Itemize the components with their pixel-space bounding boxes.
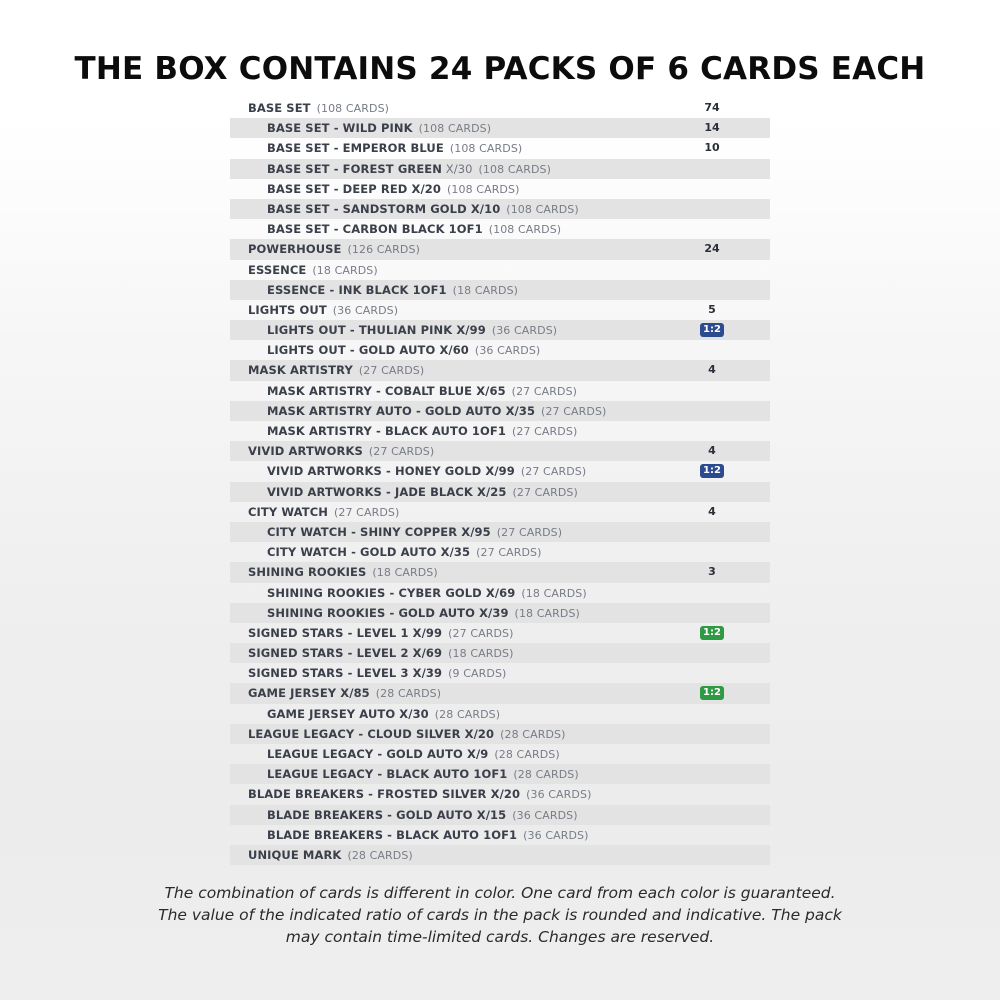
checklist-row (230, 179, 770, 199)
checklist-row (230, 421, 770, 441)
card-set-name (267, 118, 491, 139)
card-set-name (248, 663, 506, 684)
card-set-title: CITY WATCH - SHINY COPPER X/95 (267, 524, 491, 539)
card-set-name (248, 562, 438, 583)
card-set-name (267, 340, 540, 361)
card-set-name (248, 683, 441, 704)
checklist-row (230, 300, 770, 320)
card-set-title: CITY WATCH - GOLD AUTO X/35 (267, 545, 471, 560)
card-count: (28 CARDS) (434, 707, 501, 721)
card-count: (27 CARDS) (358, 364, 425, 378)
card-set-name (248, 502, 399, 523)
card-set-title: SIGNED STARS - LEVEL 3 X/39 (248, 666, 443, 681)
card-set-name (267, 320, 557, 341)
cards-per-box: 14 (704, 121, 720, 135)
card-set-name (267, 805, 578, 826)
card-count: (18 CARDS) (448, 647, 514, 661)
card-set-title: VIVID ARTWORKS - JADE BLACK X/25 (267, 484, 507, 499)
card-count: (108 CARDS) (447, 182, 520, 196)
cards-per-box: 74 (704, 101, 720, 114)
card-set-name (267, 482, 578, 503)
card-set-name (267, 461, 586, 482)
card-set-name (248, 441, 434, 462)
checklist-row (230, 744, 770, 764)
odds-badge: 1:2 (700, 686, 724, 700)
card-count: (28 CARDS) (500, 727, 566, 741)
checklist-row (230, 280, 770, 300)
card-set-name (267, 280, 518, 301)
card-set-title: VIVID ARTWORKS (248, 444, 363, 459)
card-set-name (248, 260, 378, 281)
card-count: (27 CARDS) (541, 404, 607, 418)
card-set-name (267, 159, 551, 180)
card-set-title: LIGHTS OUT - GOLD AUTO X/60 (267, 343, 469, 358)
checklist-row (230, 583, 770, 603)
checklist-row (230, 260, 770, 280)
checklist-row (230, 381, 770, 401)
card-set-title: BASE SET (248, 101, 311, 115)
card-count: (27 CARDS) (368, 445, 435, 459)
card-set-title: LEAGUE LEGACY - GOLD AUTO X/9 (267, 747, 489, 761)
checklist-row (230, 603, 770, 623)
checklist-row (230, 219, 770, 239)
card-set-name (267, 199, 579, 220)
checklist-row (230, 159, 770, 179)
cards-per-box: 4 (708, 363, 716, 377)
odds-badge: 1:2 (700, 626, 724, 640)
card-set-title: BLADE BREAKERS - BLACK AUTO 1OF1 (267, 827, 518, 842)
card-count: (9 CARDS) (448, 667, 507, 681)
card-count: (126 CARDS) (347, 243, 420, 257)
card-set-title: BLADE BREAKERS - GOLD AUTO X/15 (267, 807, 507, 822)
card-set-title: CITY WATCH (248, 504, 328, 519)
card-set-name (248, 360, 424, 381)
card-set-suffix: X/30 (441, 161, 473, 176)
card-set-title: BASE SET - WILD PINK (267, 121, 413, 136)
card-count: (108 CARDS) (478, 162, 552, 176)
checklist-row (230, 401, 770, 421)
checklist-row (230, 320, 770, 340)
checklist-row (230, 643, 770, 663)
card-count: (27 CARDS) (333, 505, 400, 519)
card-set-name (267, 704, 500, 725)
card-set-title: LEAGUE LEGACY - CLOUD SILVER X/20 (248, 726, 495, 741)
checklist-row (230, 441, 770, 461)
card-count: (36 CARDS) (491, 324, 558, 338)
checklist-row (230, 98, 770, 118)
card-set-name (267, 401, 606, 422)
card-count: (27 CARDS) (511, 384, 578, 398)
card-set-name (267, 542, 542, 563)
card-count: (18 CARDS) (514, 606, 580, 620)
page-title: THE BOX CONTAINS 24 PACKS OF 6 CARDS EACH (74, 51, 926, 87)
card-set-name (267, 219, 561, 240)
card-set-name (248, 724, 566, 745)
card-set-title: SHINING ROOKIES (248, 565, 367, 580)
footnote-line-3: may contain time-limited cards. Changes are reserved. (285, 928, 715, 946)
card-set-title: BASE SET - DEEP RED X/20 (267, 181, 441, 196)
card-set-name (267, 522, 562, 543)
cards-per-box: 5 (708, 302, 716, 316)
card-count: (108 CARDS) (488, 223, 562, 237)
checklist-row (230, 199, 770, 219)
card-set-title: BASE SET - CARBON BLACK 1OF1 (267, 222, 483, 237)
card-set-name (267, 583, 587, 604)
checklist-row (230, 623, 770, 643)
footnote-line-2: The value of the indicated ratio of cards in the pack is rounded and indicative. The pack (158, 906, 842, 924)
card-set-title: UNIQUE MARK (248, 847, 342, 862)
card-set-title: SIGNED STARS - LEVEL 2 X/69 (248, 646, 443, 661)
checklist-row (230, 522, 770, 542)
checklist-row (230, 845, 770, 865)
card-set-name (267, 744, 560, 765)
checklist-row (230, 784, 770, 804)
checklist-row (230, 340, 770, 360)
checklist-row (230, 239, 770, 259)
card-set-title: ESSENCE (248, 262, 307, 277)
card-count: (27 CARDS) (496, 525, 563, 539)
card-count: (108 CARDS) (418, 122, 492, 136)
card-set-name (248, 300, 398, 321)
checklist-row (230, 562, 770, 582)
card-count: (36 CARDS) (332, 303, 399, 317)
checklist-row (230, 360, 770, 380)
card-count: (36 CARDS) (474, 344, 541, 358)
card-set-name (267, 381, 577, 402)
card-set-title: BASE SET - FOREST GREEN (267, 161, 442, 176)
card-set-title: SIGNED STARS - LEVEL 1 X/99 (248, 625, 443, 640)
cards-per-box: 4 (708, 444, 716, 458)
cards-per-box: 3 (708, 565, 716, 579)
card-set-name (267, 421, 577, 442)
card-set-title: ESSENCE - INK BLACK 1OF1 (267, 282, 447, 297)
card-set-title: MASK ARTISTRY (248, 363, 353, 378)
card-set-title: MASK ARTISTRY AUTO - GOLD AUTO X/35 (267, 403, 536, 418)
card-set-title: GAME JERSEY AUTO X/30 (267, 706, 429, 721)
checklist-row (230, 542, 770, 562)
card-set-title: LIGHTS OUT - THULIAN PINK X/99 (267, 323, 486, 338)
footnote-line-1: The combination of cards is different in color. One card from each color is guaranteed. (164, 884, 836, 902)
checklist-row (230, 704, 770, 724)
card-set-name (248, 784, 591, 805)
checklist-table (230, 98, 770, 865)
card-set-title: BASE SET - EMPEROR BLUE (267, 141, 444, 156)
checklist-row (230, 502, 770, 522)
checklist-row (230, 825, 770, 845)
card-set-name (267, 138, 522, 159)
card-set-title: POWERHOUSE (248, 242, 342, 257)
card-set-title: GAME JERSEY X/85 (248, 686, 370, 701)
card-set-name (248, 643, 514, 664)
card-set-name (248, 623, 514, 644)
odds-badge: 1:2 (700, 323, 724, 337)
card-set-name (248, 845, 413, 866)
odds-badge: 1:2 (700, 464, 724, 478)
checklist-row (230, 683, 770, 703)
card-count: (28 CARDS) (375, 687, 442, 701)
card-count: (108 CARDS) (449, 142, 523, 156)
cards-per-box: 10 (704, 141, 720, 155)
checklist-row (230, 118, 770, 138)
card-count: (27 CARDS) (476, 546, 542, 560)
footnote (100, 882, 900, 948)
card-count: (36 CARDS) (512, 808, 578, 822)
card-count: (28 CARDS) (494, 748, 560, 761)
checklist-row (230, 138, 770, 158)
card-count: (18 CARDS) (521, 586, 587, 600)
card-set-name (267, 764, 579, 785)
checklist-row (230, 724, 770, 744)
card-set-name (267, 603, 580, 624)
checklist-row (230, 461, 770, 481)
checklist-row (230, 764, 770, 784)
card-count: (108 CARDS) (316, 102, 390, 115)
checklist-row (230, 663, 770, 683)
card-count: (28 CARDS) (513, 768, 579, 782)
card-set-title: SHINING ROOKIES - CYBER GOLD X/69 (267, 585, 516, 600)
card-count: (18 CARDS) (372, 566, 438, 580)
checklist-row (230, 482, 770, 502)
card-count: (18 CARDS) (312, 263, 378, 277)
card-count: (36 CARDS) (526, 788, 592, 802)
card-count: (27 CARDS) (448, 626, 514, 640)
card-set-title: BASE SET - SANDSTORM GOLD X/10 (267, 201, 501, 216)
card-count: (108 CARDS) (506, 202, 579, 216)
card-set-title: MASK ARTISTRY - COBALT BLUE X/65 (267, 383, 506, 398)
card-set-name (267, 825, 589, 846)
card-count: (36 CARDS) (523, 828, 589, 842)
card-set-title: LIGHTS OUT (248, 302, 327, 317)
card-set-name (248, 239, 420, 260)
card-set-name (248, 98, 389, 119)
card-set-title: MASK ARTISTRY - BLACK AUTO 1OF1 (267, 424, 506, 438)
checklist-row (230, 805, 770, 825)
card-set-title: LEAGUE LEGACY - BLACK AUTO 1OF1 (267, 767, 508, 782)
card-count: (27 CARDS) (512, 485, 578, 499)
card-set-title: VIVID ARTWORKS - HONEY GOLD X/99 (267, 464, 515, 479)
card-count: (28 CARDS) (347, 848, 413, 862)
cards-per-box: 24 (704, 242, 720, 256)
card-set-title: BLADE BREAKERS - FROSTED SILVER X/20 (248, 787, 521, 802)
card-set-title: SHINING ROOKIES - GOLD AUTO X/39 (267, 605, 509, 620)
card-count: (27 CARDS) (520, 465, 587, 479)
cards-per-box: 4 (708, 504, 716, 518)
card-count: (27 CARDS) (511, 425, 578, 438)
card-set-name (267, 179, 519, 200)
card-count: (18 CARDS) (452, 283, 519, 297)
